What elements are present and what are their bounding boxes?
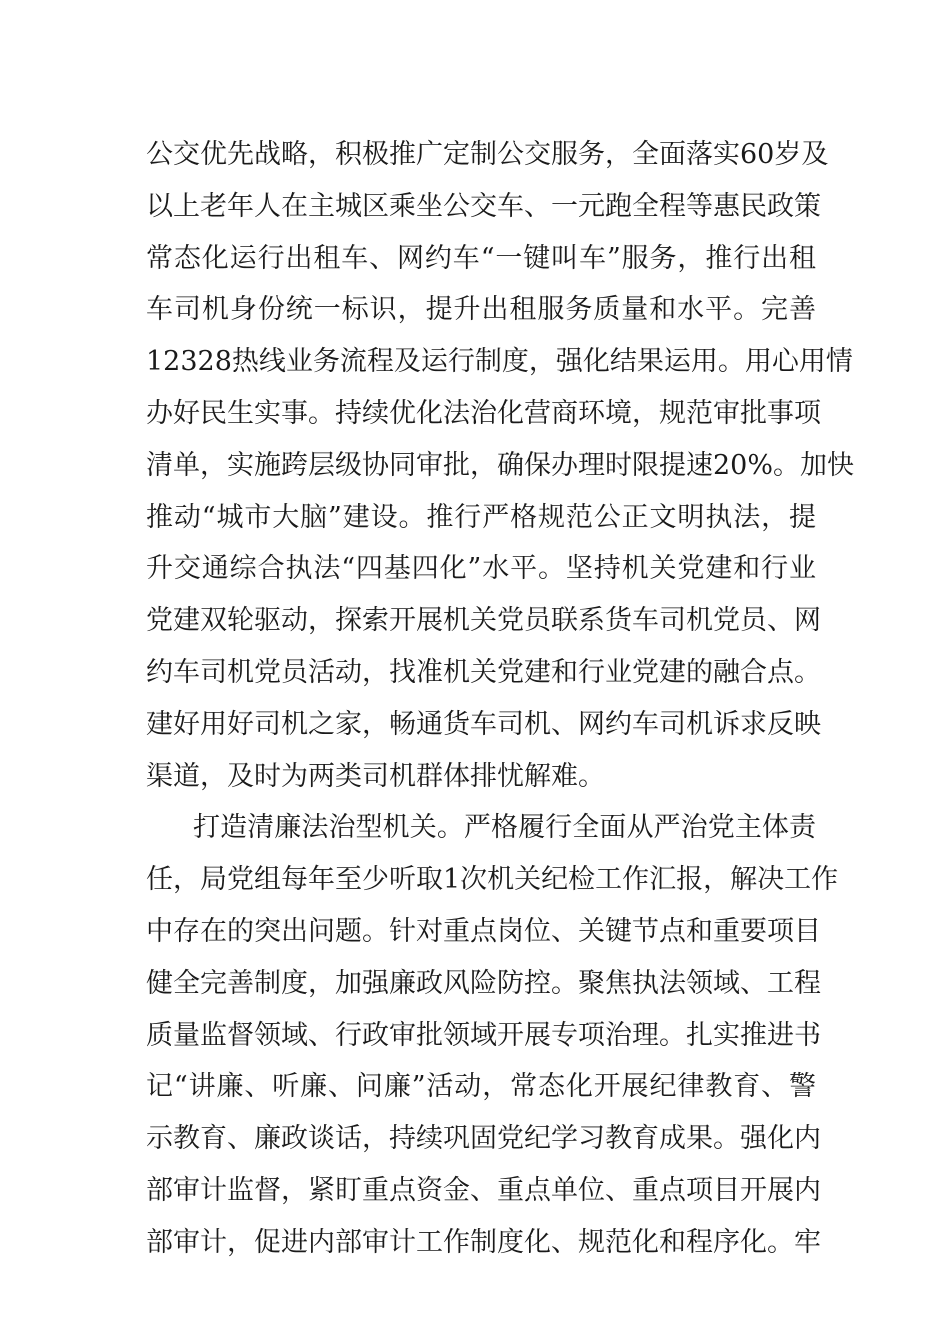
text-line: 常态化运行出租车、网约车“一键叫车”服务，推行出租 xyxy=(146,242,816,274)
text-line: 以上老年人在主城区乘坐公交车、一元跑全程等惠民政策 xyxy=(146,190,821,222)
text-line: 办好民生实事。持续优化法治化营商环境，规范审批事项 xyxy=(146,397,821,429)
text-line: 中存在的突出问题。针对重点岗位、关键节点和重要项目 xyxy=(146,915,821,947)
paragraph-end-line: 渠道，及时为两类司机群体排忧解难。 xyxy=(146,760,605,792)
paragraph-start-line: 打造清廉法治型机关。严格履行全面从严治党主体责 xyxy=(193,812,816,844)
text-line: 建好用好司机之家，畅通货车司机、网约车司机诉求反映 xyxy=(146,708,821,740)
text-line: 12328热线业务流程及运行制度，强化结果运用。用心用情 xyxy=(146,346,853,378)
text-line: 记“讲廉、听廉、问廉”活动，常态化开展纪律教育、警 xyxy=(146,1071,816,1103)
text-line: 部审计监督，紧盯重点资金、重点单位、重点项目开展内 xyxy=(146,1174,821,1206)
text-line: 推动“城市大脑”建设。推行严格规范公正文明执法，提 xyxy=(146,501,816,533)
text-line: 升交通综合执法“四基四化”水平。坚持机关党建和行业 xyxy=(146,553,816,585)
body-text xyxy=(146,129,855,1269)
text-line: 党建双轮驱动，探索开展机关党员联系货车司机党员、网 xyxy=(146,605,821,637)
text-line: 车司机身份统一标识，提升出租服务质量和水平。完善 xyxy=(146,294,816,326)
text-line: 部审计，促进内部审计工作制度化、规范化和程序化。牢 xyxy=(146,1226,821,1258)
text-line: 公交优先战略，积极推广定制公交服务，全面落实60岁及 xyxy=(146,139,829,170)
text-line: 任，局党组每年至少听取1次机关纪检工作汇报，解决工作 xyxy=(146,864,839,896)
text-line: 约车司机党员活动，找准机关党建和行业党建的融合点。 xyxy=(146,656,821,688)
text-line: 健全完善制度，加强廉政风险防控。聚焦执法领域、工程 xyxy=(146,967,821,999)
text-line: 示教育、廉政谈话，持续巩固党纪学习教育成果。强化内 xyxy=(146,1123,821,1155)
text-line: 质量监督领域、行政审批领域开展专项治理。扎实推进书 xyxy=(146,1019,821,1051)
text-line: 清单，实施跨层级协同审批，确保办理时限提速20%。加快 xyxy=(146,449,855,481)
